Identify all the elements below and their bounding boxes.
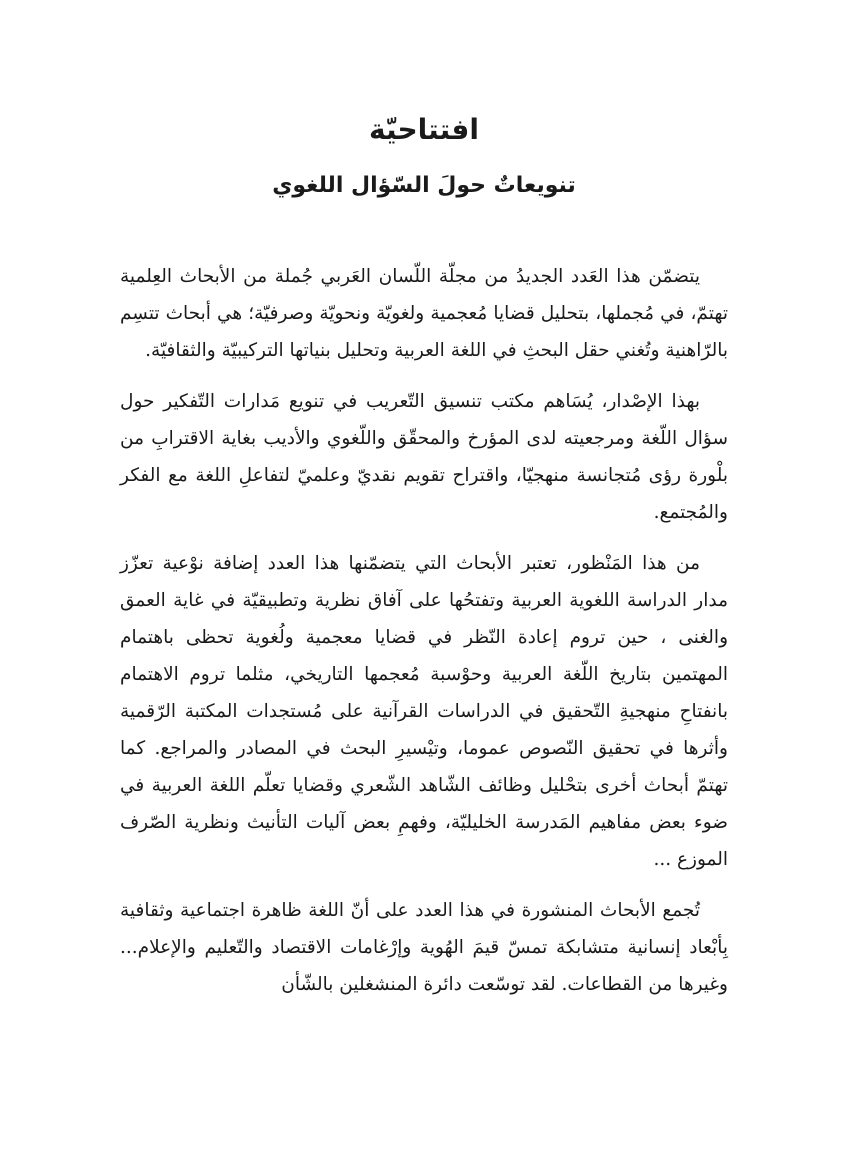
paragraph-1: يتضمّن هذا العَدد الجديدُ من مجلّة اللّسان العَربي جُملة من الأبحاث العِلمية تهتمّ، في مُجملها، بتحليل قضايا مُعجمية ولغويّة ونحويّة وصرفيّة؛ هي أبحاث تتسِم بالرّاهنية وتُغني حقل البحثِ في اللغة العربية وتحليل بنياتها التركيبيّة والثقافيّة.: [120, 266, 728, 361]
document-page: [120, 0, 728, 1165]
page-title: افتتاحيّة: [369, 113, 479, 146]
paragraph-2: بهذا الإصْدار، يُسَاهم مكتب تنسيق التّعريب في تنويع مَدارات التّفكير حول سؤال اللّغة ومرجعيته لدى المؤرخ والمحقّق واللّغوي والأديب بغاية الاقترابِ من بلْورة رؤى مُتجانسة منهجيّا، واقتراح تقويم نقديّ وعلميّ لتفاعلِ اللغة مع الفكر والمُجتمع.: [120, 391, 728, 523]
page-subtitle: تنويعاتٌ حولَ السّؤال اللغوي: [272, 173, 576, 198]
paragraph-3: من هذا المَنْظور، تعتبر الأبحاث التي يتضمّنها هذا العدد إضافة نوْعية تعزّز مدار الدراسة اللغوية العربية وتفتحُها على آفاق نظرية وتطبيقيّة في غاية العمق والغنى ، حين تروم إعادة النّظر في قضايا معجمية ولُغوية تحظى باهتمام المهتمين بتاريخ اللّغة العربية وحوْسبة مُعجمها التاريخي، مثلما تروم الاهتمام بانفتاحِ منهجيةِ التّحقيق في الدراسات القرآنية على مُستجدات المكتبة الرّقمية وأثرها في تحقيق النّصوص عموما، وتيْسيرِ البحث في المصادر والمراجع. كما تهتمّ أبحاث أخرى بتحْليل وظائف الشّاهد الشّعري وقضايا تعلّم اللغة العربية في ضوء بعض مفاهيم المَدرسة الخليليّة، وفهمِ بعض آليات التأنيث ونظرية الصّرف الموزع ...: [120, 553, 728, 870]
article-body: [120, 258, 728, 1017]
paragraph-4: تُجمع الأبحاث المنشورة في هذا العدد على أنّ اللغة ظاهرة اجتماعية وثقافية بِأبْعاد إنسانية متشابكة تمسّ قيمَ الهُوية وإرْغامات الاقتصاد والتّعليم والإعلام... وغيرها من القطاعات. لقد توسّعت دائرة المنشغلين بالشّأن: [120, 900, 728, 995]
